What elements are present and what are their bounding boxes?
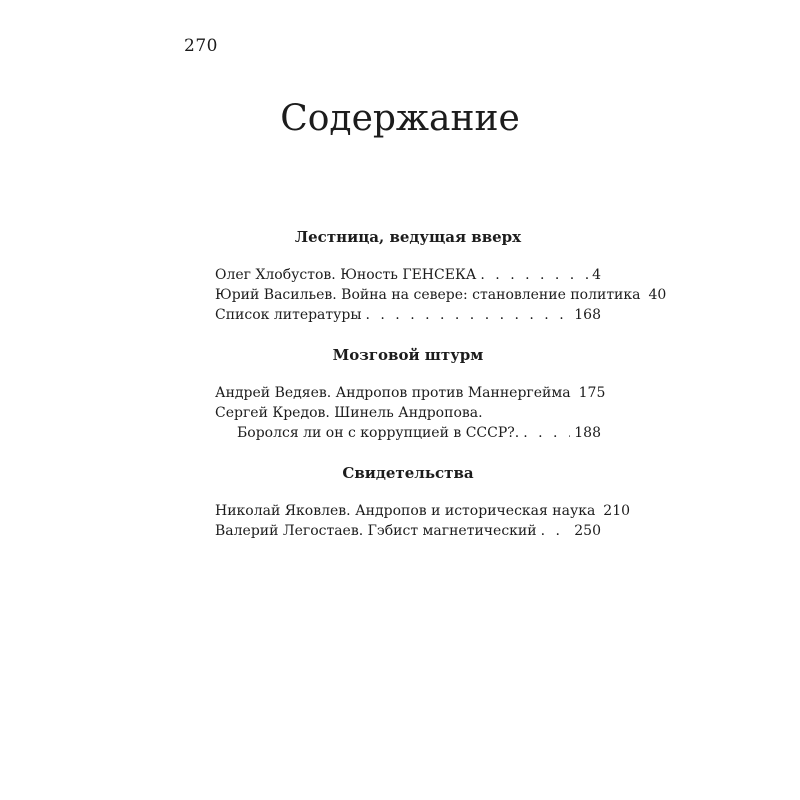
page-number: 270 <box>184 36 218 56</box>
section-heading: Лестница, ведущая вверх <box>294 228 522 246</box>
toc-entry <box>215 285 667 305</box>
dot-leader <box>480 265 588 285</box>
entry-page-number: 168 <box>574 307 601 323</box>
entry-page-number: 250 <box>574 523 601 539</box>
entry-title: Николай Яковлев. Андропов и историческая наука <box>215 503 596 519</box>
toc-entry <box>215 521 601 541</box>
toc-entry <box>215 501 631 521</box>
entry-title: Юрий Васильев. Война на севере: становление политика <box>215 287 641 303</box>
page-title: Содержание <box>280 98 520 139</box>
toc-section-1 <box>215 228 667 325</box>
entry-page-number: 175 <box>578 385 606 401</box>
dot-leader <box>541 521 571 541</box>
entry-title: Олег Хлобустов. Юность ГЕНСЕКА <box>215 267 477 283</box>
toc-entry-continuation <box>215 423 601 443</box>
entry-page-number: 40 <box>648 287 667 303</box>
section-heading: Мозговой штурм <box>332 346 484 364</box>
toc-entry <box>215 383 606 403</box>
entry-title: Список литературы <box>215 307 362 323</box>
toc-entry-first-line: Сергей Кредов. Шинель Андропова. <box>215 405 483 421</box>
section-heading: Свидетельства <box>342 464 474 482</box>
toc-entry <box>215 305 601 325</box>
toc-section-3 <box>215 464 631 541</box>
toc-entry <box>215 265 601 285</box>
entry-title: Боролся ли он с коррупцией в СССР?. <box>237 425 520 441</box>
entry-title: Андрей Ведяев. Андропов против Маннергейма <box>215 385 571 401</box>
toc-section-2 <box>215 346 606 443</box>
entry-page-number: 4 <box>592 267 601 283</box>
dot-leader <box>523 423 570 443</box>
dot-leader <box>366 305 571 325</box>
entry-title: Валерий Легостаев. Гэбист магнетический <box>215 523 537 539</box>
entry-page-number: 188 <box>574 425 601 441</box>
entry-page-number: 210 <box>603 503 631 519</box>
